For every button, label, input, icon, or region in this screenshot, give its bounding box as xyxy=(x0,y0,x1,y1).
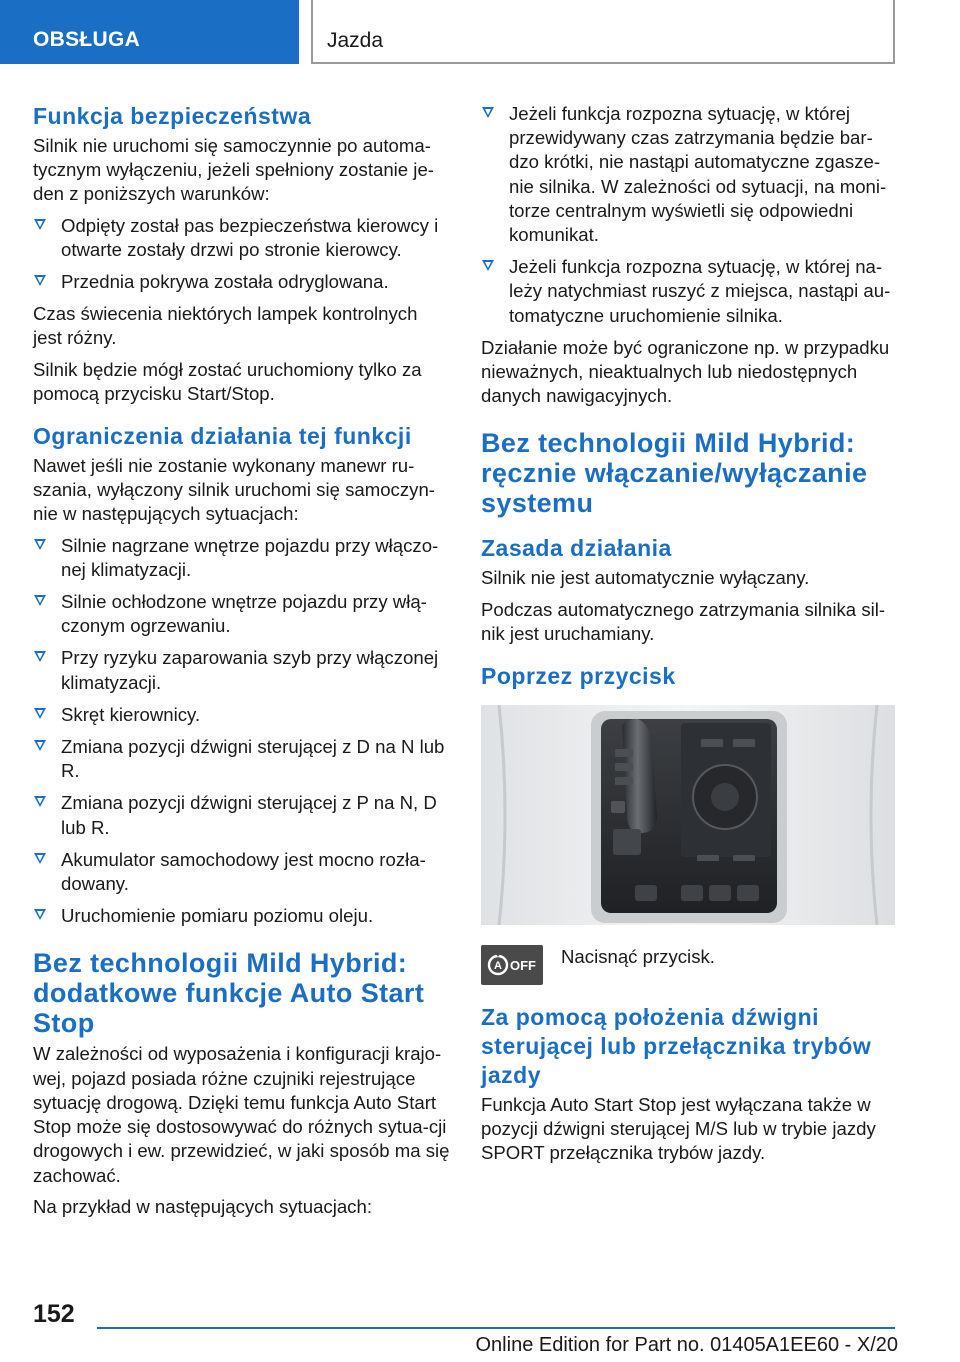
navigation-limitation-text: Działanie może być ograniczone np. w przypadku nieważnych, nieaktualnych lub niedostępnych danych nawigacyjnych. xyxy=(481,336,890,407)
footer-divider xyxy=(97,1327,895,1329)
list-item: Skręt kierownicy. xyxy=(33,703,451,727)
limits-list xyxy=(33,534,451,929)
list-item: Przy ryzyku zaparowania szyb przy włączonej klimatyzacji. xyxy=(33,646,451,694)
bullet-triangle-icon xyxy=(34,708,46,719)
bullet-triangle-icon xyxy=(34,796,46,807)
lever-heading: Za pomocą położenia dźwigni sterującej lub przełącznika trybów jazdy xyxy=(481,1004,872,1089)
manual-toggle-heading: Bez technologii Mild Hybrid: ręcznie włączanie/wyłączanie systemu xyxy=(481,428,868,519)
bullet-triangle-icon xyxy=(482,107,494,118)
list-item: Jeżeli funkcja rozpozna sytuację, w której przewidywany czas zatrzymania będzie bar-dzo krótki, nie nastąpi automatyczne zgasze-nie silnika. W zależności od sytuacji, na moni-torze centralnym wyświetli się odpowiedni komunikat. xyxy=(481,102,899,247)
section-label: OBSŁUGA xyxy=(33,28,141,51)
bullet-triangle-icon xyxy=(34,219,46,230)
list-item: Jeżeli funkcja rozpozna sytuację, w której na-leży natychmiast ruszyć z miejsca, nastąpi au-tomatyczne uruchomienie silnika. xyxy=(481,255,899,328)
auto-start-stop-off-icon xyxy=(481,945,543,985)
chapter-header xyxy=(311,0,895,64)
extra-functions-heading: Bez technologii Mild Hybrid: dodatkowe funkcje Auto Start Stop xyxy=(33,948,425,1039)
extra-functions-list xyxy=(481,102,899,328)
list-item: Zmiana pozycji dźwigni sterującej z D na N lub R. xyxy=(33,735,451,783)
list-item: Przednia pokrywa została odryglowana. xyxy=(33,270,451,294)
bullet-triangle-icon xyxy=(34,539,46,550)
svg-text:A: A xyxy=(494,960,502,973)
left-column xyxy=(33,102,451,1226)
chapter-label: Jazda xyxy=(327,29,384,52)
button-heading: Poprzez przycisk xyxy=(481,663,676,690)
principle-text-1: Silnik nie jest automatycznie wyłączany. xyxy=(481,567,810,589)
list-item: Zmiana pozycji dźwigni sterującej z P na N, D lub R. xyxy=(33,791,451,839)
press-button-text: Nacisnąć przycisk. xyxy=(561,946,715,968)
safety-note-lamps: Czas świecenia niektórych lampek kontrolnych jest różny. xyxy=(33,303,418,349)
center-console-photo xyxy=(481,705,895,925)
limits-heading: Ograniczenia działania tej funkcji xyxy=(33,423,412,450)
safety-intro: Silnik nie uruchomi się samoczynnie po automa-tycznym wyłączeniu, jeżeli spełniony zostanie je-den z poniższych warunków: xyxy=(33,135,434,205)
list-item: Akumulator samochodowy jest mocno rozła-dowany. xyxy=(33,848,451,896)
right-column xyxy=(481,102,899,1173)
principle-text-2: Podczas automatycznego zatrzymania silnika sil-nik jest uruchamiany. xyxy=(481,598,886,644)
list-item: Odpięty został pas bezpieczeństwa kierowcy i otwarte zostały drzwi po stronie kierowcy. xyxy=(33,214,451,262)
list-item: Silnie ochłodzone wnętrze pojazdu przy włą-czonym ogrzewaniu. xyxy=(33,590,451,638)
bullet-triangle-icon xyxy=(482,260,494,271)
gear-selector-illustration xyxy=(481,705,895,925)
bullet-triangle-icon xyxy=(34,909,46,920)
limits-intro: Nawet jeśli nie zostanie wykonany manewr ru-szania, wyłączony silnik uruchomi się samoczyn-nie w następujących sytuacjach: xyxy=(33,455,435,525)
list-item: Silnie nagrzane wnętrze pojazdu przy włączo-nej klimatyzacji. xyxy=(33,534,451,582)
safety-note-start: Silnik będzie mógł zostać uruchomiony tylko za pomocą przycisku Start/Stop. xyxy=(33,358,422,404)
bullet-triangle-icon xyxy=(34,740,46,751)
bullet-triangle-icon xyxy=(34,853,46,864)
bullet-triangle-icon xyxy=(34,595,46,606)
extra-functions-text: W zależności od wyposażenia i konfiguracji krajo-wej, pojazd posiada różne czujniki rejestrujące sytuację drogową. Dzięki temu funkcja Auto Start Stop może się dostosowywać do różnych sytua-cji drogowych i ew. przewidzieć, w jaki sposób ma się zachować. xyxy=(33,1043,450,1186)
lever-text: Funkcja Auto Start Stop jest wyłączana także w pozycji dźwigni sterującej M/S lub w trybie jazdy SPORT przełącznika trybów jazdy. xyxy=(481,1094,876,1164)
svg-text:OFF: OFF xyxy=(510,958,536,974)
list-item: Uruchomienie pomiaru poziomu oleju. xyxy=(33,904,451,928)
principle-heading: Zasada działania xyxy=(481,535,672,562)
safety-list xyxy=(33,214,451,295)
edition-footer: Online Edition for Part no. 01405A1EE60 - X/20 xyxy=(475,1334,898,1356)
bullet-triangle-icon xyxy=(34,651,46,662)
section-tab xyxy=(0,0,299,64)
bullet-triangle-icon xyxy=(34,275,46,286)
extra-functions-examples: Na przykład w następujących sytuacjach: xyxy=(33,1195,372,1217)
safety-heading: Funkcja bezpieczeństwa xyxy=(33,103,312,129)
page-number: 152 xyxy=(33,1300,75,1328)
button-instruction-row xyxy=(481,941,899,987)
